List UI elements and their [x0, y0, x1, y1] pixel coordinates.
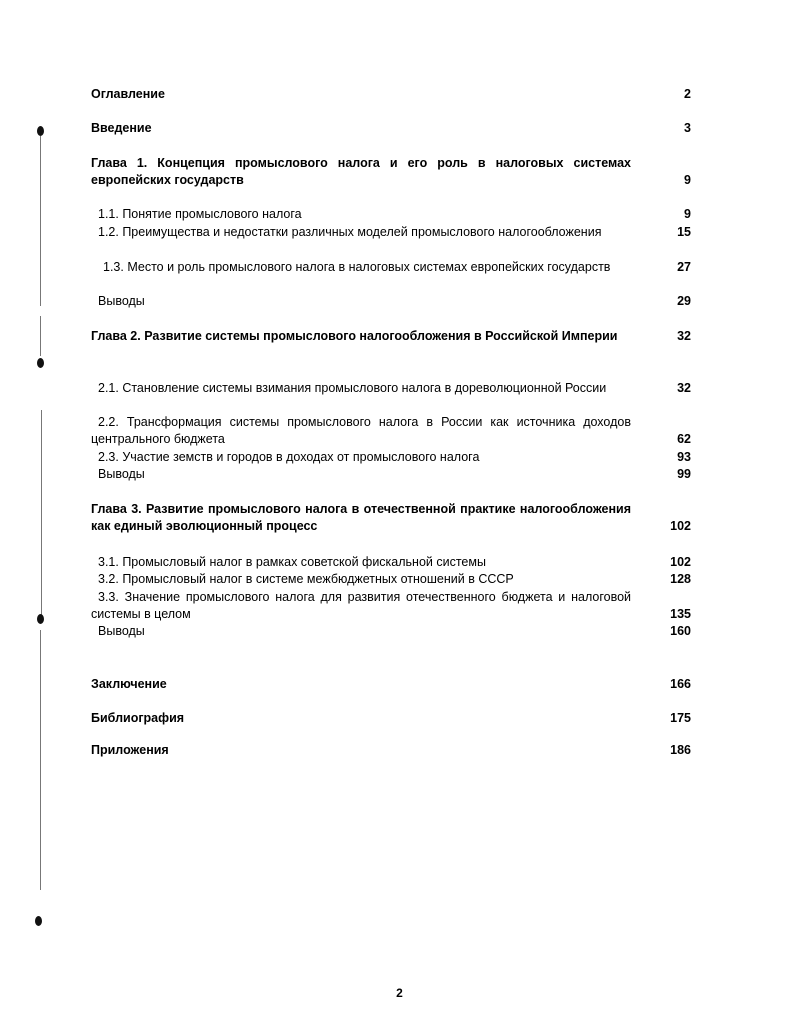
toc-entry-label: Оглавление	[91, 87, 165, 101]
toc-entry-page: 99	[677, 467, 691, 481]
toc-entry-page: 2	[684, 87, 691, 101]
toc-entry-page: 175	[670, 711, 691, 725]
toc-entry-3-2[interactable]	[91, 571, 691, 588]
toc-entry-label: Выводы	[98, 467, 145, 481]
toc-entry-page: 160	[670, 624, 691, 638]
toc-entry-label: 1.1. Понятие промыслового налога	[98, 207, 302, 221]
toc-entry-3-3[interactable]	[91, 589, 691, 623]
toc-entry-label: Выводы	[98, 624, 145, 638]
toc-entry-page: 102	[670, 519, 691, 533]
toc-entry-page: 32	[677, 381, 691, 395]
toc-entry-2-3[interactable]	[91, 449, 691, 466]
page-number: 2	[396, 986, 403, 1000]
toc-entry-2-2[interactable]	[91, 414, 691, 448]
binding-hole-mark	[37, 614, 44, 624]
toc-entry-1-1[interactable]	[91, 206, 691, 223]
binding-marks	[32, 120, 52, 940]
toc-entry-label: 3.1. Промысловый налог в рамках советской фискальной системы	[98, 555, 486, 569]
toc-entry-page: 186	[670, 743, 691, 757]
margin-line	[41, 410, 42, 620]
toc-entry-page: 93	[677, 450, 691, 464]
toc-entry-chapter-1[interactable]	[91, 155, 691, 189]
toc-entry-label: 2.3. Участие земств и городов в доходах от промыслового налога	[98, 450, 480, 464]
toc-entry-label: 2.1. Становление системы взимания промыслового налога в дореволюционной России	[98, 381, 607, 395]
toc-entry-conclusion[interactable]	[91, 676, 691, 693]
toc-entry-label: Заключение	[91, 677, 167, 691]
toc-entry-label: 3.3. Значение промыслового налога для развития отечественного бюджета и налоговой системы в целом	[91, 590, 631, 621]
toc-entry-label: Приложения	[91, 743, 169, 757]
binding-hole-mark	[35, 916, 42, 926]
toc-entry-2-1[interactable]	[91, 380, 691, 397]
toc-entry-page: 102	[670, 555, 691, 569]
toc-entry-page: 166	[670, 677, 691, 691]
toc-entry-1-2[interactable]	[91, 224, 691, 241]
toc-entry-label: Глава 3. Развитие промыслового налога в отечественной практике налогообложения как единый эволюционный процесс	[91, 502, 631, 533]
margin-line	[40, 136, 41, 306]
toc-entry-page: 15	[677, 225, 691, 239]
toc-entry-label: Библиография	[91, 711, 185, 725]
margin-line	[40, 316, 41, 356]
toc-entry-page: 128	[670, 572, 691, 586]
toc-entry-page: 9	[684, 207, 691, 221]
margin-line	[40, 630, 41, 890]
toc-entry-bibliography[interactable]	[91, 710, 691, 727]
toc-entry-3-1[interactable]	[91, 554, 691, 571]
binding-hole-mark	[37, 358, 44, 368]
toc-entry-page: 29	[677, 294, 691, 308]
toc-entry-label: 2.2. Трансформация системы промыслового налога в России как источника доходов центрального бюджета	[91, 415, 631, 446]
toc-entry-label: Глава 1. Концепция промыслового налога и его роль в налоговых системах европейских государств	[91, 156, 631, 187]
toc-entry-label: 1.2. Преимущества и недостатки различных моделей промыслового налогообложения	[98, 225, 602, 239]
toc-entry-label: 3.2. Промысловый налог в системе межбюджетных отношений в СССР	[98, 572, 514, 586]
toc-entry-1-conclusions[interactable]	[91, 293, 691, 310]
binding-hole-mark	[37, 126, 44, 136]
toc-entry-3-conclusions[interactable]	[91, 623, 691, 640]
toc-entry-page: 9	[684, 173, 691, 187]
toc-entry-label: Глава 2. Развитие системы промыслового налогообложения в Российской Империи	[91, 329, 618, 343]
toc-entry-label: Введение	[91, 121, 152, 135]
toc-entry-label: 1.3. Место и роль промыслового налога в налоговых системах европейских государств	[103, 260, 611, 274]
toc-entry-chapter-2[interactable]	[91, 328, 691, 345]
toc-entry-chapter-3[interactable]	[91, 501, 691, 535]
toc-entry-page: 27	[677, 260, 691, 274]
toc-entry-page: 32	[677, 329, 691, 343]
toc-entry-vvedenie[interactable]	[91, 120, 691, 137]
toc-entry-page: 135	[670, 607, 691, 621]
toc-entry-label: Выводы	[98, 294, 145, 308]
toc-entry-2-conclusions[interactable]	[91, 466, 691, 483]
toc-entry-page: 62	[677, 432, 691, 446]
toc-entry-appendices[interactable]	[91, 742, 691, 759]
toc-entry-page: 3	[684, 121, 691, 135]
toc-entry-oglavlenie[interactable]	[91, 86, 691, 103]
toc-entry-1-3[interactable]	[91, 259, 691, 276]
